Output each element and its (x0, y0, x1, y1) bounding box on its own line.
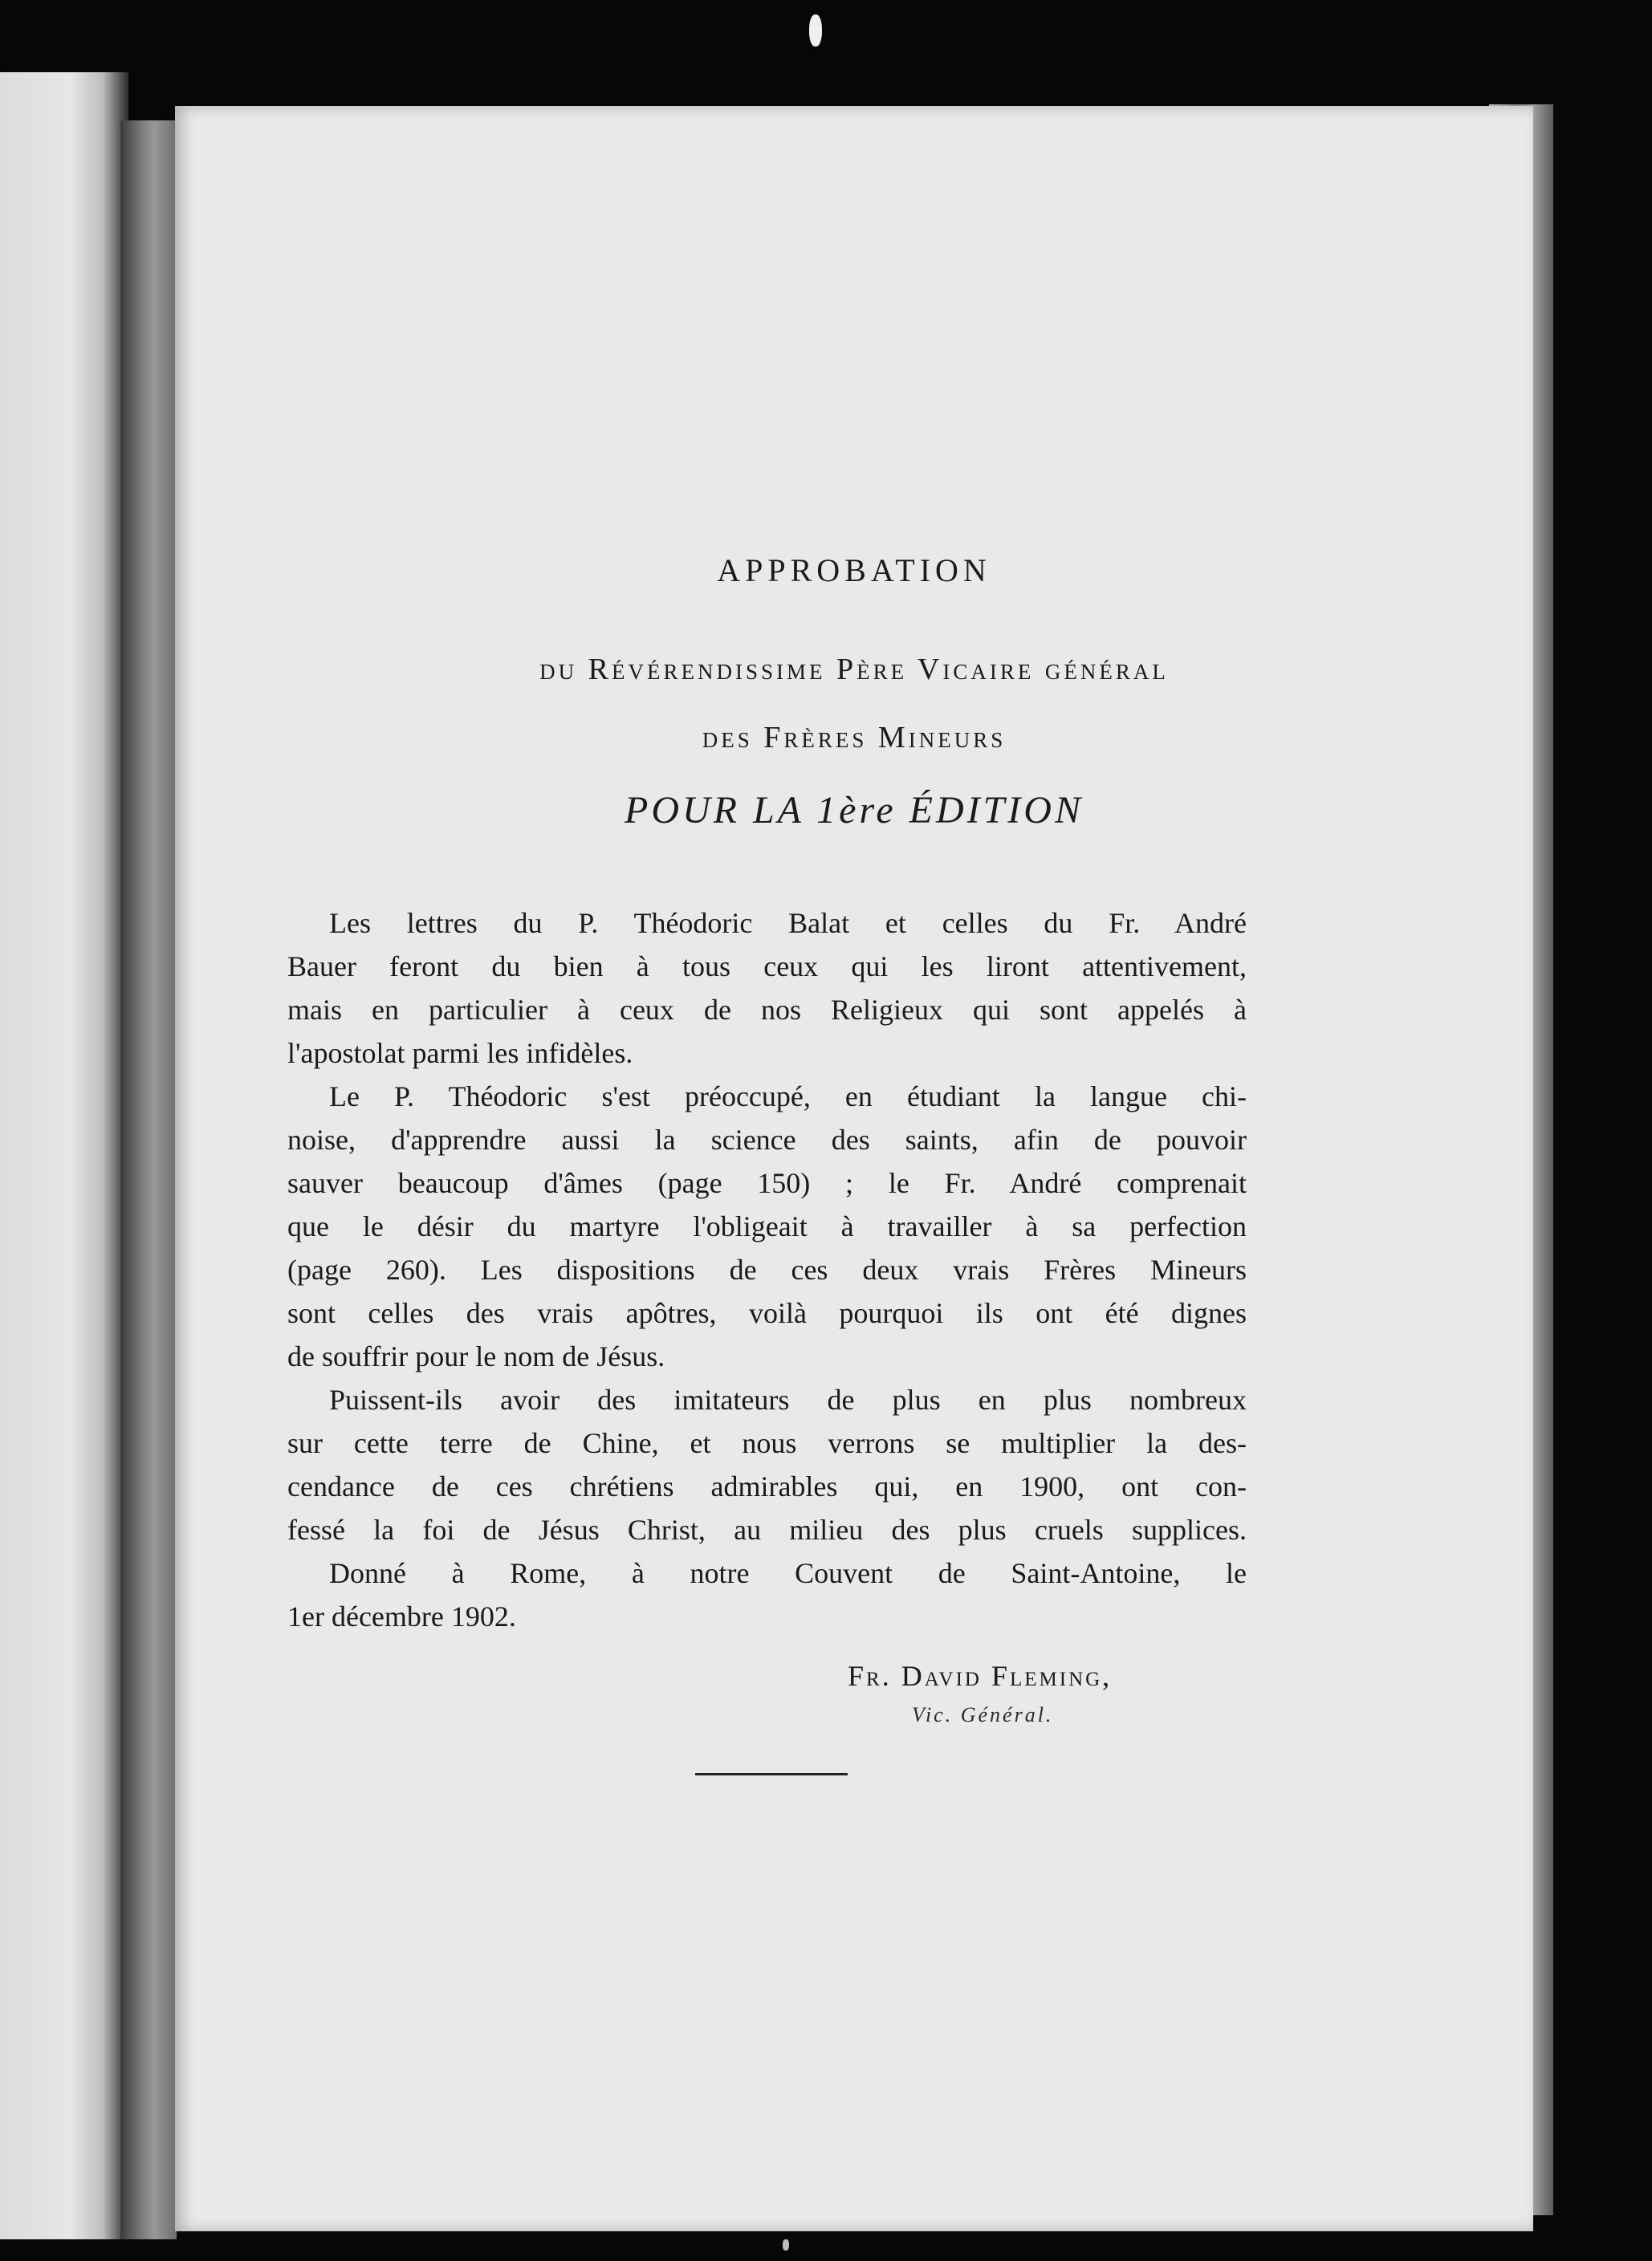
page-gutter-shadow (120, 120, 177, 2239)
body-line: Donné à Rome, à notre Couvent de Saint-Antoine, le (329, 1557, 1247, 1589)
body-line: que le désir du martyre l'obligeait à travailler à sa perfection (287, 1210, 1247, 1242)
signature-title: Vic. Général. (912, 1703, 1054, 1726)
body-line: sont celles des vrais apôtres, voilà pourquoi ils ont été dignes (287, 1297, 1247, 1329)
facing-page-edge (0, 72, 128, 2239)
subtitle-line-1: du Révérendissime Père Vicaire général (539, 653, 1169, 686)
signature-name: Fr. David Fleming, (848, 1660, 1113, 1692)
body-line: Bauer feront du bien à tous ceux qui les liront attentivement, (287, 950, 1247, 982)
body-line: Les lettres du P. Théodoric Balat et celles du Fr. André (329, 907, 1247, 939)
body-line: sur cette terre de Chine, et nous verrons se multiplier la des- (287, 1427, 1247, 1459)
body-line: cendance de ces chrétiens admirables qui, en 1900, ont con- (287, 1470, 1247, 1503)
body-line: 1er décembre 1902. (287, 1600, 516, 1633)
body-line: mais en particulier à ceux de nos Religieux qui sont appelés à (287, 994, 1247, 1026)
closing-rule (695, 1773, 848, 1775)
body-line: (page 260). Les dispositions de ces deux vrais Frères Mineurs (287, 1254, 1247, 1286)
body-line: de souffrir pour le nom de Jésus. (287, 1340, 665, 1372)
book-page (175, 106, 1533, 2231)
body-line: Le P. Théodoric s'est préoccupé, en étudiant la langue chi- (329, 1080, 1247, 1112)
body-line: noise, d'apprendre aussi la science des saints, afin de pouvoir (287, 1124, 1247, 1156)
scan-artifact-dot (809, 14, 822, 47)
edition-heading: POUR LA 1ère ÉDITION (625, 789, 1084, 832)
body-line: fessé la foi de Jésus Christ, au milieu des plus cruels supplices. (287, 1514, 1247, 1546)
subtitle-line-2: des Frères Mineurs (702, 721, 1007, 754)
body-line: Puissent-ils avoir des imitateurs de plus en plus nombreux (329, 1384, 1247, 1416)
page-title: APPROBATION (717, 552, 991, 588)
scan-artifact-mark (783, 2239, 789, 2251)
body-line: sauver beaucoup d'âmes (page 150) ; le Fr. André comprenait (287, 1167, 1247, 1199)
body-line: l'apostolat parmi les infidèles. (287, 1037, 633, 1069)
